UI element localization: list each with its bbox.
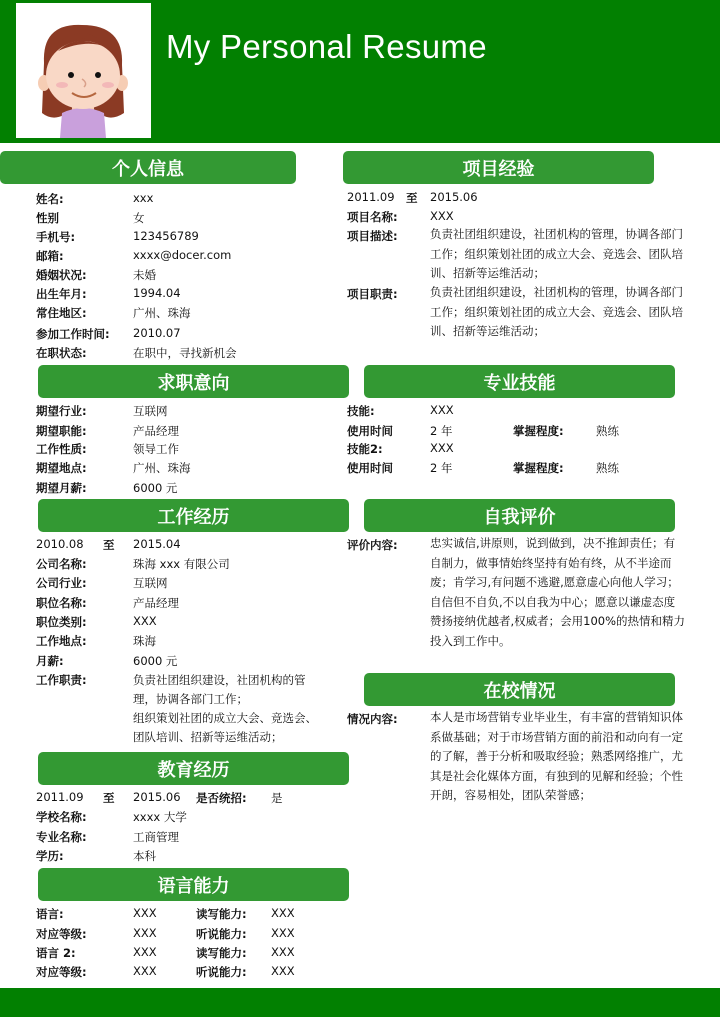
edu-end: 2015.06 bbox=[133, 790, 181, 804]
avatar bbox=[16, 3, 151, 138]
field-value: xxxx 大学 bbox=[133, 810, 187, 824]
field-value: XXX bbox=[133, 614, 157, 628]
field-value: 本科 bbox=[133, 849, 156, 863]
work-duty-line: 组织策划社团的成立大会、竞选会、 bbox=[133, 711, 317, 725]
project-end: 2015.06 bbox=[430, 190, 478, 204]
field-value: 2 年 bbox=[430, 424, 453, 438]
field-value: 女 bbox=[133, 211, 145, 225]
project-duty: 负责社团组织建设，社团机构的管理，协调各部门工作；组织策划社团的成立大会、竞选会、团队培训、招新等运维活动； bbox=[430, 285, 683, 338]
field-label: 期望月薪: bbox=[36, 481, 87, 495]
field-label: 项目名称: bbox=[347, 210, 398, 224]
field-value: 熟练 bbox=[596, 461, 619, 475]
field-value: 6000 元 bbox=[133, 654, 178, 668]
field-value: 是 bbox=[271, 791, 283, 805]
field-label: 情况内容: bbox=[347, 712, 398, 726]
edu-start: 2011.09 bbox=[36, 790, 84, 804]
field-value: XXX bbox=[430, 403, 454, 417]
page-title: My Personal Resume bbox=[166, 28, 487, 65]
field-label: 是否统招: bbox=[196, 791, 247, 805]
field-value: 工商管理 bbox=[133, 830, 179, 844]
section-work: 工作经历 bbox=[38, 499, 349, 532]
work-duty-line: 理，协调各部门工作； bbox=[133, 692, 248, 706]
work-to: 至 bbox=[103, 538, 115, 552]
self-eval-text: 忠实诚信,讲原则，说到做到，决不推卸责任；有自制力，做事情始终坚持有始有终，从不半途而废；肯学习,有问题不逃避,愿意虚心向他人学习；自信但不自负,不以自我为中心；愿意以谦虚态度赞扬接纳优越者,权威者；会用100%的热情和精力投入到工作中。 bbox=[430, 536, 686, 648]
field-label: 学校名称: bbox=[36, 810, 87, 824]
field-label: 常住地区: bbox=[36, 306, 87, 320]
field-value: XXX bbox=[133, 926, 157, 940]
section-education: 教育经历 bbox=[38, 752, 349, 785]
section-skills: 专业技能 bbox=[364, 365, 675, 398]
field-label: 姓名: bbox=[36, 192, 64, 206]
field-label: 邮箱: bbox=[36, 249, 64, 263]
field-label: 技能: bbox=[347, 404, 375, 418]
field-value: 6000 元 bbox=[133, 481, 178, 495]
field-value: XXX bbox=[271, 906, 295, 920]
field-label: 出生年月: bbox=[36, 287, 87, 301]
field-value: XXX bbox=[133, 906, 157, 920]
field-label: 语言: bbox=[36, 907, 64, 921]
field-label: 评价内容: bbox=[347, 538, 398, 552]
field-label: 参加工作时间: bbox=[36, 327, 110, 341]
work-duty-line: 负责社团组织建设，社团机构的管 bbox=[133, 673, 306, 687]
field-label: 项目职责: bbox=[347, 287, 398, 301]
field-value: 互联网 bbox=[133, 404, 168, 418]
field-label: 掌握程度: bbox=[513, 424, 564, 438]
field-value: 熟练 bbox=[596, 424, 619, 438]
field-label: 学历: bbox=[36, 849, 64, 863]
field-value: xxxx@docer.com bbox=[133, 248, 232, 262]
field-label: 在职状态: bbox=[36, 346, 87, 360]
section-project: 项目经验 bbox=[343, 151, 654, 184]
section-personal-info: 个人信息 bbox=[0, 151, 296, 184]
field-value: 产品经理 bbox=[133, 596, 179, 610]
field-label: 婚姻状况: bbox=[36, 268, 87, 282]
field-value: 在职中，寻找新机会 bbox=[133, 346, 237, 360]
project-start: 2011.09 bbox=[347, 190, 395, 204]
field-value: XXX bbox=[133, 945, 157, 959]
field-label: 听说能力: bbox=[196, 927, 247, 941]
field-label: 对应等级: bbox=[36, 965, 87, 979]
field-label: 语言 2: bbox=[36, 946, 76, 960]
field-value: 珠海 xxx 有限公司 bbox=[133, 557, 230, 571]
footer-banner bbox=[0, 988, 720, 1017]
field-label: 职位名称: bbox=[36, 596, 87, 610]
field-label: 期望行业: bbox=[36, 404, 87, 418]
section-language: 语言能力 bbox=[38, 868, 349, 901]
field-label: 技能2: bbox=[347, 442, 383, 456]
field-label: 读写能力: bbox=[196, 946, 247, 960]
field-value: XXX bbox=[430, 441, 454, 455]
field-value: 未婚 bbox=[133, 268, 156, 282]
field-label: 月薪: bbox=[36, 654, 64, 668]
field-label: 期望职能: bbox=[36, 424, 87, 438]
field-value: 广州、珠海 bbox=[133, 306, 191, 320]
field-value: 珠海 bbox=[133, 634, 156, 648]
field-label: 工作职责: bbox=[36, 673, 87, 687]
header-banner bbox=[0, 0, 720, 143]
field-value: XXX bbox=[430, 209, 454, 223]
field-label: 手机号: bbox=[36, 230, 76, 244]
field-value: XXX bbox=[271, 926, 295, 940]
work-duty-line: 团队培训、招新等运维活动； bbox=[133, 730, 283, 744]
field-value: 2 年 bbox=[430, 461, 453, 475]
field-value: 领导工作 bbox=[133, 442, 179, 456]
section-self-eval: 自我评价 bbox=[364, 499, 675, 532]
field-value: 广州、珠海 bbox=[133, 461, 191, 475]
field-label: 使用时间 bbox=[347, 461, 393, 475]
field-label: 公司名称: bbox=[36, 557, 87, 571]
field-label: 听说能力: bbox=[196, 965, 247, 979]
field-label: 读写能力: bbox=[196, 907, 247, 921]
field-label: 期望地点: bbox=[36, 461, 87, 475]
field-label: 项目描述: bbox=[347, 229, 398, 243]
field-value: 123456789 bbox=[133, 229, 199, 243]
field-value: 互联网 bbox=[133, 576, 168, 590]
field-label: 专业名称: bbox=[36, 830, 87, 844]
field-label: 使用时间 bbox=[347, 424, 393, 438]
field-label: 工作性质: bbox=[36, 442, 87, 456]
project-description: 负责社团组织建设，社团机构的管理，协调各部门工作；组织策划社团的成立大会、竞选会、团队培训、招新等运维活动； bbox=[430, 227, 683, 280]
field-value: 1994.04 bbox=[133, 286, 181, 300]
field-label: 对应等级: bbox=[36, 927, 87, 941]
campus-text: 本人是市场营销专业毕业生，有丰富的营销知识体系做基础；对于市场营销方面的前沿和动向有一定的了解，善于分析和吸取经验；熟悉网络推广，尤其是社会化媒体方面，有独到的见解和经验；个性开朗，容易相处，团队荣誉感； bbox=[430, 710, 683, 802]
edu-to: 至 bbox=[103, 791, 115, 805]
field-label: 性别 bbox=[36, 211, 59, 225]
field-value: XXX bbox=[133, 964, 157, 978]
field-label: 公司行业: bbox=[36, 576, 87, 590]
work-end: 2015.04 bbox=[133, 537, 181, 551]
section-job-intent: 求职意向 bbox=[38, 365, 349, 398]
project-to: 至 bbox=[406, 191, 418, 205]
field-value: XXX bbox=[271, 964, 295, 978]
section-campus: 在校情况 bbox=[364, 673, 675, 706]
field-value: 2010.07 bbox=[133, 326, 181, 340]
field-label: 工作地点: bbox=[36, 634, 87, 648]
field-label: 职位类别: bbox=[36, 615, 87, 629]
field-value: xxx bbox=[133, 191, 154, 205]
girl-avatar-icon bbox=[16, 3, 151, 138]
field-value: XXX bbox=[271, 945, 295, 959]
field-value: 产品经理 bbox=[133, 424, 179, 438]
work-start: 2010.08 bbox=[36, 537, 84, 551]
field-label: 掌握程度: bbox=[513, 461, 564, 475]
